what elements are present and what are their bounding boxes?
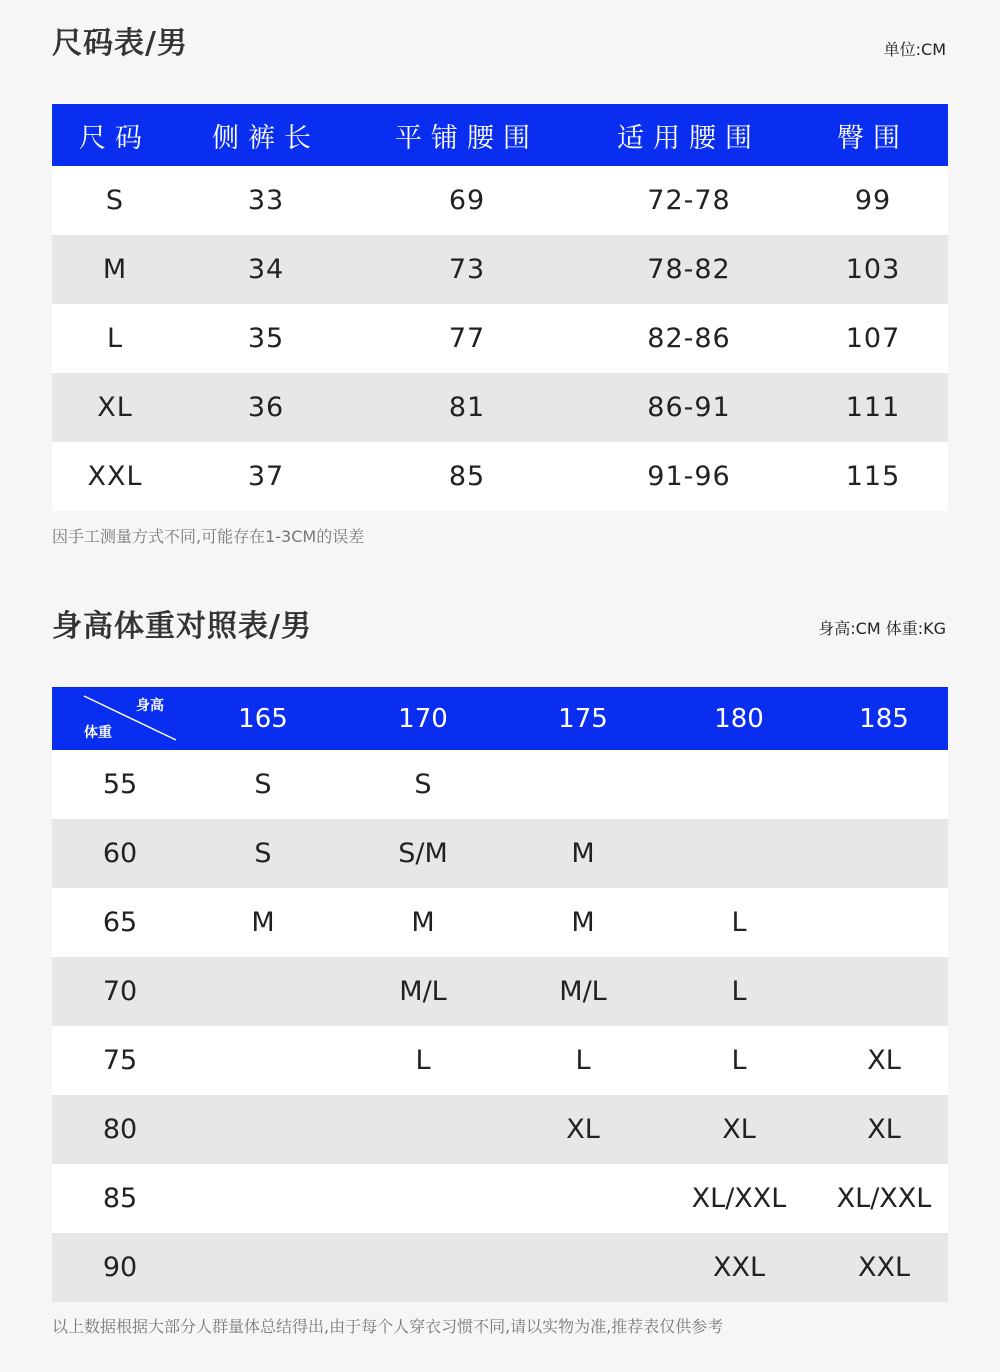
height-weight-title: 身高体重对照表/男: [52, 609, 312, 644]
table-row: [52, 166, 948, 235]
table-row: [52, 1164, 948, 1233]
size-chart-title: 尺码表/男: [52, 26, 188, 61]
table-row: [52, 1026, 948, 1095]
height-165: 165: [188, 687, 338, 750]
table-cell: XL: [820, 1026, 948, 1095]
table-cell: S: [52, 166, 178, 235]
table-cell: [820, 750, 948, 819]
corner-height-label: 身高: [136, 698, 164, 714]
table-cell: XXL: [658, 1233, 820, 1302]
table-cell: [820, 957, 948, 1026]
size-table-header: [52, 104, 948, 166]
table-cell: M: [508, 888, 658, 957]
table-cell: [658, 819, 820, 888]
table-row: [52, 1095, 948, 1164]
table-row: [52, 304, 948, 373]
table-row: [52, 1233, 948, 1302]
table-cell: 85: [354, 442, 580, 511]
table-cell: 35: [178, 304, 354, 373]
table-row: [52, 888, 948, 957]
table-cell: XL/XXL: [820, 1164, 948, 1233]
table-cell: 107: [798, 304, 948, 373]
table-cell: 77: [354, 304, 580, 373]
table-cell: [188, 1233, 338, 1302]
table-cell: [338, 1095, 508, 1164]
table-cell: M: [188, 888, 338, 957]
table-cell: L: [338, 1026, 508, 1095]
table-cell: 69: [354, 166, 580, 235]
table-cell: L: [52, 304, 178, 373]
table-cell: 85: [52, 1164, 188, 1233]
table-cell: M/L: [338, 957, 508, 1026]
table-cell: [338, 1164, 508, 1233]
table-cell: 70: [52, 957, 188, 1026]
corner-weight-label: 体重: [84, 725, 112, 741]
table-cell: [820, 819, 948, 888]
height-weight-unit: 身高:CM 体重:KG: [818, 619, 946, 638]
table-cell: [188, 1026, 338, 1095]
table-cell: 33: [178, 166, 354, 235]
header-fit-waist: 适用腰围: [580, 104, 798, 166]
table-cell: [820, 888, 948, 957]
table-cell: 91-96: [580, 442, 798, 511]
table-row: [52, 957, 948, 1026]
table-cell: 81: [354, 373, 580, 442]
table-cell: 37: [178, 442, 354, 511]
header-size: 尺码: [52, 104, 178, 166]
table-cell: M: [338, 888, 508, 957]
table-cell: XL: [658, 1095, 820, 1164]
height-185: 185: [820, 687, 948, 750]
table-row: [52, 750, 948, 819]
table-cell: XXL: [52, 442, 178, 511]
table-cell: 34: [178, 235, 354, 304]
header-hip: 臀围: [798, 104, 948, 166]
table-cell: XL/XXL: [658, 1164, 820, 1233]
table-cell: [338, 1233, 508, 1302]
table-cell: [188, 1164, 338, 1233]
table-cell: 72-78: [580, 166, 798, 235]
table-cell: XL: [820, 1095, 948, 1164]
size-chart-unit: 单位:CM: [883, 40, 946, 59]
table-row: [52, 819, 948, 888]
table-cell: 115: [798, 442, 948, 511]
table-cell: [188, 957, 338, 1026]
height-weight-header: [52, 687, 948, 750]
header-side-length: 侧裤长: [178, 104, 354, 166]
table-cell: 80: [52, 1095, 188, 1164]
table-cell: 73: [354, 235, 580, 304]
table-cell: 86-91: [580, 373, 798, 442]
table-cell: 65: [52, 888, 188, 957]
table-cell: S: [188, 819, 338, 888]
table-cell: XL: [52, 373, 178, 442]
header-flat-waist: 平铺腰围: [354, 104, 580, 166]
table-cell: M: [508, 819, 658, 888]
table-cell: 82-86: [580, 304, 798, 373]
table-cell: 36: [178, 373, 354, 442]
table-cell: L: [658, 1026, 820, 1095]
table-cell: [188, 1095, 338, 1164]
table-cell: S: [338, 750, 508, 819]
height-170: 170: [338, 687, 508, 750]
table-cell: 60: [52, 819, 188, 888]
table-cell: [508, 750, 658, 819]
height-175: 175: [508, 687, 658, 750]
size-chart-note: 因手工测量方式不同,可能存在1-3CM的误差: [52, 527, 365, 546]
table-cell: [508, 1233, 658, 1302]
table-cell: 78-82: [580, 235, 798, 304]
table-cell: L: [658, 957, 820, 1026]
height-weight-table: [52, 687, 948, 1302]
table-cell: 75: [52, 1026, 188, 1095]
table-cell: [508, 1164, 658, 1233]
table-cell: [658, 750, 820, 819]
table-cell: 99: [798, 166, 948, 235]
table-cell: 90: [52, 1233, 188, 1302]
corner-cell: [52, 687, 188, 750]
table-cell: XL: [508, 1095, 658, 1164]
table-row: [52, 235, 948, 304]
table-cell: S: [188, 750, 338, 819]
table-cell: M: [52, 235, 178, 304]
size-table: [52, 104, 948, 511]
table-cell: S/M: [338, 819, 508, 888]
table-row: [52, 373, 948, 442]
table-cell: XXL: [820, 1233, 948, 1302]
height-180: 180: [658, 687, 820, 750]
table-cell: 103: [798, 235, 948, 304]
table-cell: L: [508, 1026, 658, 1095]
table-cell: L: [658, 888, 820, 957]
table-cell: 111: [798, 373, 948, 442]
height-weight-note: 以上数据根据大部分人群量体总结得出,由于每个人穿衣习惯不同,请以实物为准,推荐表仅供参考: [52, 1317, 724, 1336]
table-row: [52, 442, 948, 511]
table-cell: 55: [52, 750, 188, 819]
table-cell: M/L: [508, 957, 658, 1026]
